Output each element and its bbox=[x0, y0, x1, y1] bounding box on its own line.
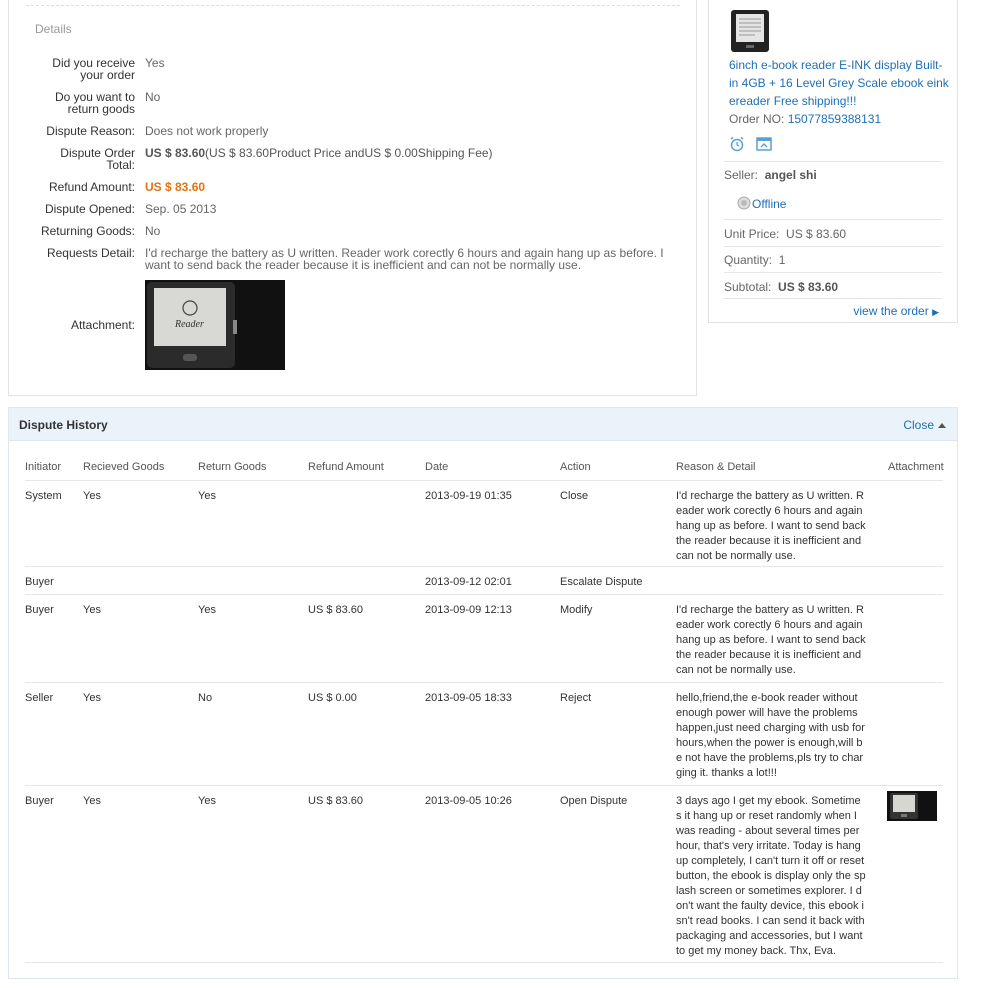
detail-label: Attachment: bbox=[70, 318, 135, 332]
details-heading: Details bbox=[35, 22, 72, 36]
column-header: Return Goods bbox=[198, 461, 267, 473]
initiator: Buyer bbox=[25, 576, 54, 588]
attachment-screen-text: Reader bbox=[175, 319, 204, 330]
column-header: Refund Amount bbox=[308, 461, 384, 473]
unit-price-label: Unit Price: bbox=[724, 227, 780, 241]
collapse-button[interactable] bbox=[903, 418, 946, 432]
return-goods: Yes bbox=[198, 490, 216, 502]
received-goods: Yes bbox=[83, 490, 101, 502]
alarm-clock-icon[interactable] bbox=[729, 136, 745, 152]
status-text: Offline bbox=[752, 197, 787, 211]
seller-row bbox=[724, 168, 817, 182]
collapse-label: Close bbox=[903, 418, 934, 432]
detail-value: No bbox=[145, 224, 161, 238]
table-row bbox=[25, 683, 943, 786]
divider bbox=[724, 246, 942, 247]
detail-label: Did you receive your order bbox=[52, 56, 135, 82]
product-title-link[interactable]: 6inch e-book reader E-INK display Built-in 4GB + 16 Level Grey Scale ebook eink ereader Free shipping!!! bbox=[729, 58, 949, 108]
initiator: Buyer bbox=[25, 795, 54, 807]
chat-offline-icon bbox=[736, 196, 752, 210]
attachment-image[interactable] bbox=[145, 280, 285, 370]
seller-name[interactable]: angel shi bbox=[764, 168, 817, 182]
table-row bbox=[25, 595, 943, 683]
order-number bbox=[729, 112, 881, 126]
reason-detail: 3 days ago I get my ebook. Sometimes it hang up or reset randomly when I was reading - about several times per hour, that's very irritate. Today is hang up completely, I can't turn it off or reset button, the ebook is display only the splash screen or sometimes explorer. I don't want the faulty device, this ebook isn't read books. I can send it back with packaging and accessories, but I want to get my money back. Thx, Eva. bbox=[676, 795, 866, 957]
table-row bbox=[25, 786, 943, 963]
detail-value: Does not work properly bbox=[145, 124, 269, 138]
unit-price-row bbox=[724, 227, 846, 241]
return-goods: No bbox=[198, 692, 213, 704]
product-thumbnail[interactable] bbox=[731, 10, 769, 52]
product-icons bbox=[729, 136, 772, 155]
action: Open Dispute bbox=[560, 795, 628, 807]
reason-detail: I'd recharge the battery as U written. Reader work corectly 6 hours and again hang up as before. I want to send back the reader because it is inefficient and can not be normally use. bbox=[676, 490, 866, 562]
detail-label: Dispute Opened: bbox=[44, 202, 135, 216]
refund-amount: US $ 83.60 bbox=[308, 604, 364, 616]
divider bbox=[724, 272, 942, 273]
order-label: Order NO: bbox=[729, 112, 785, 126]
divider bbox=[724, 219, 942, 220]
date: 2013-09-05 18:33 bbox=[425, 692, 512, 704]
history-header bbox=[9, 408, 957, 441]
initiator: Buyer bbox=[25, 604, 54, 616]
action: Escalate Dispute bbox=[560, 576, 643, 588]
column-header: Attachment bbox=[888, 461, 944, 473]
detail-label: Do you want to return goods bbox=[54, 90, 135, 116]
date: 2013-09-05 10:26 bbox=[425, 795, 512, 807]
divider bbox=[26, 5, 680, 6]
column-header: Action bbox=[560, 461, 591, 473]
action: Close bbox=[560, 490, 589, 502]
divider bbox=[724, 298, 942, 299]
date: 2013-09-19 01:35 bbox=[425, 490, 512, 502]
table-row bbox=[25, 481, 943, 567]
column-header: Date bbox=[425, 461, 449, 473]
column-header: Recieved Goods bbox=[83, 461, 165, 473]
received-goods: Yes bbox=[83, 604, 101, 616]
reason-detail: hello,friend,the e-book reader without enough power will have the problems happen,just need charging with usb for hours,when the power is enough,will be not have the problems,pls try to charging it. thanks a lot!!! bbox=[676, 692, 865, 779]
order-total-breakdown: (US $ 83.60Product Price andUS $ 0.00Shipping Fee) bbox=[205, 146, 493, 160]
refund-amount: US $ 0.00 bbox=[308, 692, 357, 704]
product-card bbox=[708, 0, 958, 323]
order-number-link[interactable]: 15077859388131 bbox=[787, 112, 882, 126]
detail-label: Returning Goods: bbox=[40, 224, 135, 238]
column-header: Initiator bbox=[25, 461, 62, 473]
view-order-link[interactable] bbox=[853, 304, 939, 318]
chevron-right-icon: ▶ bbox=[932, 307, 939, 317]
detail-value: No bbox=[145, 90, 161, 104]
initiator: Seller bbox=[25, 692, 54, 704]
history-title: Dispute History bbox=[19, 418, 108, 432]
quantity: 1 bbox=[778, 253, 786, 267]
action: Reject bbox=[560, 692, 592, 704]
detail-value: Sep. 05 2013 bbox=[145, 202, 217, 216]
attachment-thumbnail[interactable] bbox=[887, 791, 937, 821]
action: Modify bbox=[560, 604, 593, 616]
order-total-amount: US $ 83.60 bbox=[145, 146, 206, 160]
refund-amount: US $ 83.60 bbox=[308, 795, 364, 807]
quantity-label: Quantity: bbox=[724, 253, 773, 267]
dispute-history-panel bbox=[8, 407, 958, 979]
seller-label: Seller: bbox=[724, 168, 759, 182]
seller-status[interactable] bbox=[736, 196, 786, 211]
divider bbox=[724, 161, 942, 162]
detail-value: Yes bbox=[145, 56, 165, 70]
table-row bbox=[25, 567, 943, 595]
refund-amount: US $ 83.60 bbox=[145, 180, 206, 194]
date: 2013-09-09 12:13 bbox=[425, 604, 512, 616]
unit-price: US $ 83.60 bbox=[786, 227, 847, 241]
details-panel bbox=[8, 0, 697, 396]
snapshot-icon[interactable] bbox=[756, 136, 772, 152]
received-goods: Yes bbox=[83, 692, 101, 704]
detail-label: Dispute Reason: bbox=[46, 124, 135, 138]
initiator: System bbox=[25, 490, 62, 502]
received-goods: Yes bbox=[83, 795, 101, 807]
detail-label: Dispute Order Total: bbox=[60, 146, 135, 172]
reason-detail: I'd recharge the battery as U written. Reader work corectly 6 hours and again hang up as before. I want to send back the reader because it is inefficient and can not be normally use. bbox=[676, 604, 866, 676]
detail-label: Requests Detail: bbox=[46, 246, 135, 260]
detail-value: I'd recharge the battery as U written. Reader work corectly 6 hours and again hang up as before. I want to send back the reader because it is inefficient and can not be normally use. bbox=[145, 246, 664, 272]
column-header: Reason & Detail bbox=[676, 461, 756, 473]
caret-up-icon bbox=[938, 423, 946, 428]
date: 2013-09-12 02:01 bbox=[425, 576, 512, 588]
detail-label: Refund Amount: bbox=[48, 180, 135, 194]
return-goods: Yes bbox=[198, 795, 216, 807]
subtotal-label: Subtotal: bbox=[724, 280, 772, 294]
quantity-row bbox=[724, 253, 785, 267]
subtotal: US $ 83.60 bbox=[778, 280, 839, 294]
return-goods: Yes bbox=[198, 604, 216, 616]
subtotal-row bbox=[724, 280, 838, 294]
detail-value bbox=[145, 147, 674, 159]
view-order-label: view the order bbox=[853, 304, 929, 318]
